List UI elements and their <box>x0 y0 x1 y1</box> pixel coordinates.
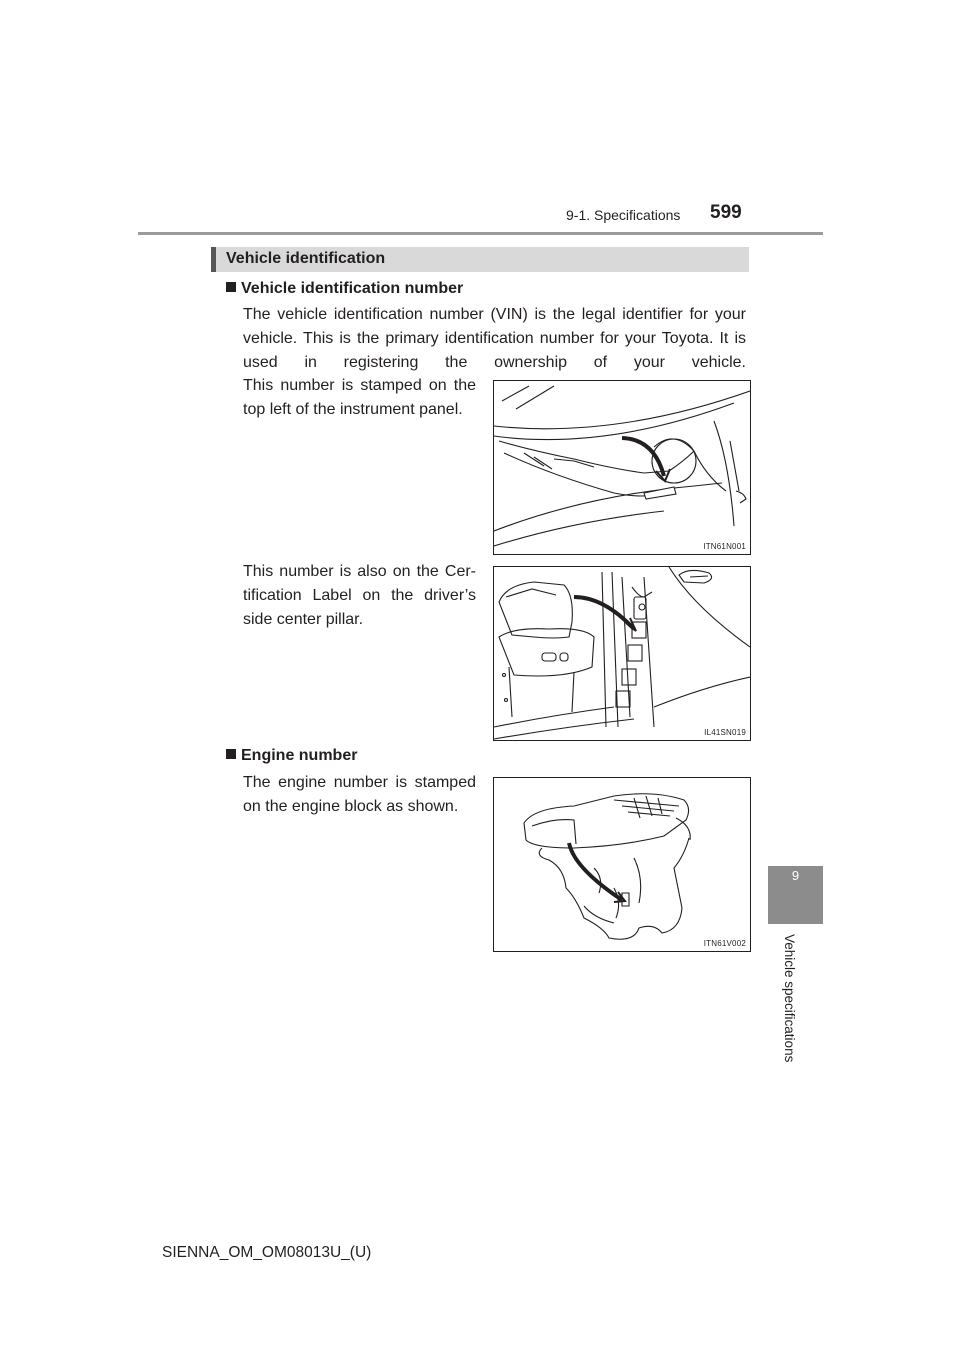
dashboard-vin-figure <box>493 380 751 555</box>
header-section-title: 9-1. Specifications <box>566 207 681 223</box>
chapter-tab-number: 9 <box>791 868 800 883</box>
chapter-tab-label <box>777 934 801 1084</box>
vin-location2-line3: side center pillar. <box>243 611 364 628</box>
engine-illustration <box>494 778 750 951</box>
vin-location2-line2: tification Label on the driver’s <box>243 587 476 604</box>
engine-subheading <box>226 747 357 765</box>
dashboard-illustration <box>494 381 750 554</box>
vin-subheading <box>226 280 463 298</box>
engine-figure-code: ITN61V002 <box>703 939 746 948</box>
vin-location2-line1: This number is also on the Cer- <box>243 563 476 580</box>
section-heading-bar <box>211 247 749 272</box>
engine-line2: on the engine block as shown. <box>243 798 459 815</box>
vin-location1-line2: top left of the instrument panel. <box>243 401 463 418</box>
chapter-tab-label-text: Vehicle specifications <box>782 934 797 1063</box>
vin-location1-line1: This number is stamped on the <box>243 377 476 394</box>
footer-document-code: SIENNA_OM_OM08013U_(U) <box>162 1244 372 1261</box>
header-rule <box>138 232 823 235</box>
section-heading-marker <box>211 247 216 272</box>
engine-number-figure <box>493 777 751 952</box>
square-bullet-icon <box>226 282 236 292</box>
engine-subheading-text: Engine number <box>241 747 358 764</box>
pillar-label-figure <box>493 566 751 741</box>
square-bullet-icon <box>226 749 236 759</box>
vin-intro-paragraph: The vehicle identification number (VIN) is the legal identifier for your vehicle. This is the primary identification number for your Toyota. It is used in registering the ownership of your vehicle. <box>243 306 746 371</box>
page-number: 599 <box>710 202 742 223</box>
vin-subheading-text: Vehicle identification number <box>241 280 464 297</box>
pillar-figure-code: IL41SN019 <box>704 728 746 737</box>
section-heading: Vehicle identification <box>226 250 386 267</box>
pillar-illustration <box>494 567 750 740</box>
engine-line1: The engine number is stamped <box>243 774 476 791</box>
dashboard-figure-code: ITN61N001 <box>703 542 746 551</box>
